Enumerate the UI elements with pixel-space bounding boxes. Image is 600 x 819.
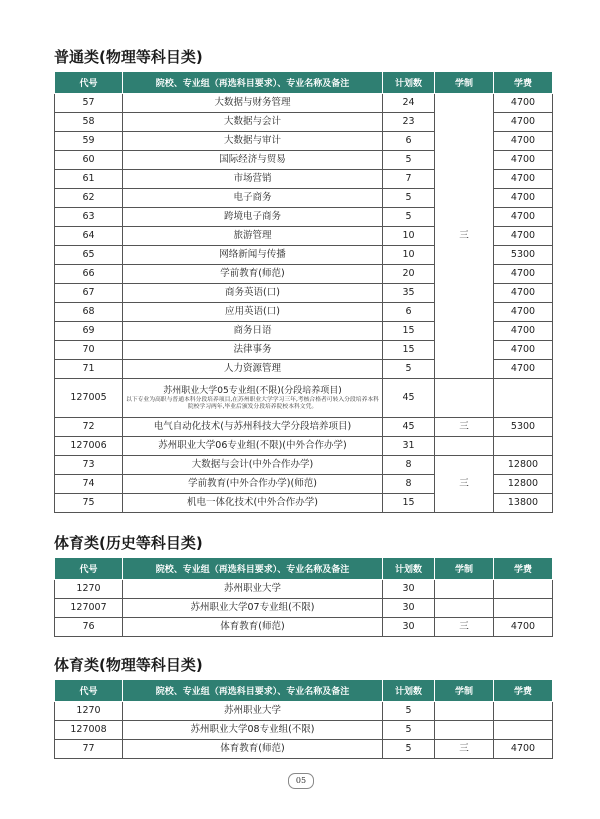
cell-code: 74 xyxy=(55,475,123,494)
cell-fee xyxy=(494,437,553,456)
cell-code: 60 xyxy=(55,151,123,170)
cell-fee: 13800 xyxy=(494,494,553,513)
section-title: 普通类(物理等科目类) xyxy=(54,48,203,66)
group-note: 以下专业为高职与普通本科分段培养项目,在苏州职业大学学习三年,考核合格者可转入分段培养本科院校学习两年,毕业后颁发分段培养院校本科文凭。 xyxy=(126,396,379,410)
cell-code: 67 xyxy=(55,284,123,303)
cell-name: 市场营销 xyxy=(123,170,383,189)
cell-name: 机电一体化技术(中外合作办学) xyxy=(123,494,383,513)
table-row xyxy=(55,740,553,759)
cell-fee xyxy=(494,580,553,599)
cell-plan: 20 xyxy=(383,265,435,284)
cell-fee: 4700 xyxy=(494,303,553,322)
cell-duration xyxy=(435,379,494,418)
table-header-row xyxy=(55,680,553,702)
cell-code: 75 xyxy=(55,494,123,513)
table-row-group xyxy=(55,437,553,456)
cell-name: 跨境电子商务 xyxy=(123,208,383,227)
cell-plan: 15 xyxy=(383,322,435,341)
cell-code: 127007 xyxy=(55,599,123,618)
cell-plan: 5 xyxy=(383,721,435,740)
cell-code: 69 xyxy=(55,322,123,341)
cell-fee: 4700 xyxy=(494,740,553,759)
cell-plan: 5 xyxy=(383,740,435,759)
cell-plan: 7 xyxy=(383,170,435,189)
cell-name: 大数据与财务管理 xyxy=(123,94,383,113)
cell-plan: 15 xyxy=(383,494,435,513)
cell-plan: 5 xyxy=(383,151,435,170)
cell-name: 大数据与会计(中外合作办学) xyxy=(123,456,383,475)
cell-fee xyxy=(494,379,553,418)
cell-name: 人力资源管理 xyxy=(123,360,383,379)
cell-plan: 5 xyxy=(383,360,435,379)
cell-code: 76 xyxy=(55,618,123,637)
table-row xyxy=(55,618,553,637)
table-row xyxy=(55,456,553,475)
header-duration: 学制 xyxy=(435,680,494,702)
cell-plan: 5 xyxy=(383,208,435,227)
cell-duration xyxy=(435,599,494,618)
cell-code: 59 xyxy=(55,132,123,151)
cell-fee: 4700 xyxy=(494,94,553,113)
admission-table xyxy=(54,557,553,637)
cell-name: 苏州职业大学06专业组(不限)(中外合作办学) xyxy=(123,437,383,456)
cell-code: 63 xyxy=(55,208,123,227)
cell-plan: 31 xyxy=(383,437,435,456)
header-code: 代号 xyxy=(55,72,123,94)
table-row xyxy=(55,721,553,740)
cell-fee: 4700 xyxy=(494,341,553,360)
cell-fee xyxy=(494,702,553,721)
cell-code: 72 xyxy=(55,418,123,437)
header-duration: 学制 xyxy=(435,558,494,580)
section-general-physics xyxy=(54,46,552,513)
table-row xyxy=(55,94,553,113)
admission-table xyxy=(54,71,553,513)
group-name: 苏州职业大学05专业组(不限)(分段培养项目) xyxy=(163,385,342,396)
cell-plan: 24 xyxy=(383,94,435,113)
cell-fee: 4700 xyxy=(494,284,553,303)
cell-fee: 12800 xyxy=(494,475,553,494)
cell-plan: 45 xyxy=(383,379,435,418)
cell-name: 苏州职业大学 xyxy=(123,702,383,721)
cell-plan: 8 xyxy=(383,475,435,494)
cell-plan: 10 xyxy=(383,227,435,246)
cell-fee: 4700 xyxy=(494,227,553,246)
header-duration: 学制 xyxy=(435,72,494,94)
cell-fee: 12800 xyxy=(494,456,553,475)
cell-plan: 35 xyxy=(383,284,435,303)
cell-plan: 6 xyxy=(383,132,435,151)
cell-duration: 三 xyxy=(435,740,494,759)
cell-plan: 6 xyxy=(383,303,435,322)
cell-duration xyxy=(435,721,494,740)
table-row xyxy=(55,418,553,437)
cell-name: 学前教育(中外合作办学)(师范) xyxy=(123,475,383,494)
cell-duration: 三 xyxy=(435,418,494,437)
section-title: 体育类(历史等科目类) xyxy=(54,534,203,552)
table-row xyxy=(55,599,553,618)
cell-plan: 15 xyxy=(383,341,435,360)
cell-code: 1270 xyxy=(55,702,123,721)
cell-plan: 8 xyxy=(383,456,435,475)
cell-code: 64 xyxy=(55,227,123,246)
cell-name: 旅游管理 xyxy=(123,227,383,246)
cell-name xyxy=(123,379,383,418)
cell-plan: 45 xyxy=(383,418,435,437)
cell-code: 57 xyxy=(55,94,123,113)
cell-fee: 4700 xyxy=(494,113,553,132)
header-plan: 计划数 xyxy=(383,72,435,94)
section-title: 体育类(物理等科目类) xyxy=(54,656,203,674)
page-number: 05 xyxy=(288,773,314,789)
header-fee: 学费 xyxy=(494,72,553,94)
cell-code: 58 xyxy=(55,113,123,132)
cell-code: 127005 xyxy=(55,379,123,418)
cell-code: 127006 xyxy=(55,437,123,456)
cell-plan: 30 xyxy=(383,618,435,637)
cell-code: 65 xyxy=(55,246,123,265)
cell-fee: 4700 xyxy=(494,170,553,189)
cell-code: 66 xyxy=(55,265,123,284)
cell-duration xyxy=(435,437,494,456)
cell-plan: 10 xyxy=(383,246,435,265)
header-name: 院校、专业组（再选科目要求）、专业名称及备注 xyxy=(123,72,383,94)
cell-duration: 三 xyxy=(435,94,494,379)
cell-code: 61 xyxy=(55,170,123,189)
cell-name: 体育教育(师范) xyxy=(123,740,383,759)
cell-fee: 4700 xyxy=(494,618,553,637)
cell-name: 应用英语(口) xyxy=(123,303,383,322)
table-row xyxy=(55,580,553,599)
cell-code: 73 xyxy=(55,456,123,475)
cell-name: 电子商务 xyxy=(123,189,383,208)
header-code: 代号 xyxy=(55,558,123,580)
cell-name: 苏州职业大学08专业组(不限) xyxy=(123,721,383,740)
cell-duration: 三 xyxy=(435,456,494,513)
cell-code: 77 xyxy=(55,740,123,759)
cell-name: 大数据与会计 xyxy=(123,113,383,132)
cell-fee: 4700 xyxy=(494,265,553,284)
cell-fee: 4700 xyxy=(494,322,553,341)
table-header-row xyxy=(55,558,553,580)
cell-fee: 5300 xyxy=(494,418,553,437)
cell-fee: 4700 xyxy=(494,132,553,151)
cell-name: 大数据与审计 xyxy=(123,132,383,151)
cell-name: 法律事务 xyxy=(123,341,383,360)
cell-name: 商务英语(口) xyxy=(123,284,383,303)
cell-code: 127008 xyxy=(55,721,123,740)
cell-plan: 30 xyxy=(383,599,435,618)
cell-fee: 5300 xyxy=(494,246,553,265)
cell-name: 国际经济与贸易 xyxy=(123,151,383,170)
header-plan: 计划数 xyxy=(383,558,435,580)
header-fee: 学费 xyxy=(494,558,553,580)
cell-code: 70 xyxy=(55,341,123,360)
cell-name: 电气自动化技术(与苏州科技大学分段培养项目) xyxy=(123,418,383,437)
cell-code: 62 xyxy=(55,189,123,208)
cell-code: 1270 xyxy=(55,580,123,599)
cell-name: 学前教育(师范) xyxy=(123,265,383,284)
header-name: 院校、专业组（再选科目要求）、专业名称及备注 xyxy=(123,680,383,702)
cell-duration xyxy=(435,580,494,599)
cell-code: 68 xyxy=(55,303,123,322)
cell-fee: 4700 xyxy=(494,151,553,170)
cell-name: 网络新闻与传播 xyxy=(123,246,383,265)
cell-duration xyxy=(435,702,494,721)
cell-fee: 4700 xyxy=(494,360,553,379)
header-name: 院校、专业组（再选科目要求）、专业名称及备注 xyxy=(123,558,383,580)
section-sports-history xyxy=(54,532,552,637)
header-code: 代号 xyxy=(55,680,123,702)
admission-table xyxy=(54,679,553,759)
cell-name: 苏州职业大学 xyxy=(123,580,383,599)
header-fee: 学费 xyxy=(494,680,553,702)
cell-name: 商务日语 xyxy=(123,322,383,341)
table-row-group xyxy=(55,379,553,418)
cell-name: 体育教育(师范) xyxy=(123,618,383,637)
cell-fee: 4700 xyxy=(494,189,553,208)
cell-plan: 5 xyxy=(383,702,435,721)
cell-code: 71 xyxy=(55,360,123,379)
table-header-row xyxy=(55,72,553,94)
cell-fee xyxy=(494,599,553,618)
table-row xyxy=(55,702,553,721)
cell-plan: 5 xyxy=(383,189,435,208)
cell-duration: 三 xyxy=(435,618,494,637)
cell-fee: 4700 xyxy=(494,208,553,227)
cell-plan: 23 xyxy=(383,113,435,132)
header-plan: 计划数 xyxy=(383,680,435,702)
cell-plan: 30 xyxy=(383,580,435,599)
cell-fee xyxy=(494,721,553,740)
cell-name: 苏州职业大学07专业组(不限) xyxy=(123,599,383,618)
section-sports-physics xyxy=(54,654,552,759)
